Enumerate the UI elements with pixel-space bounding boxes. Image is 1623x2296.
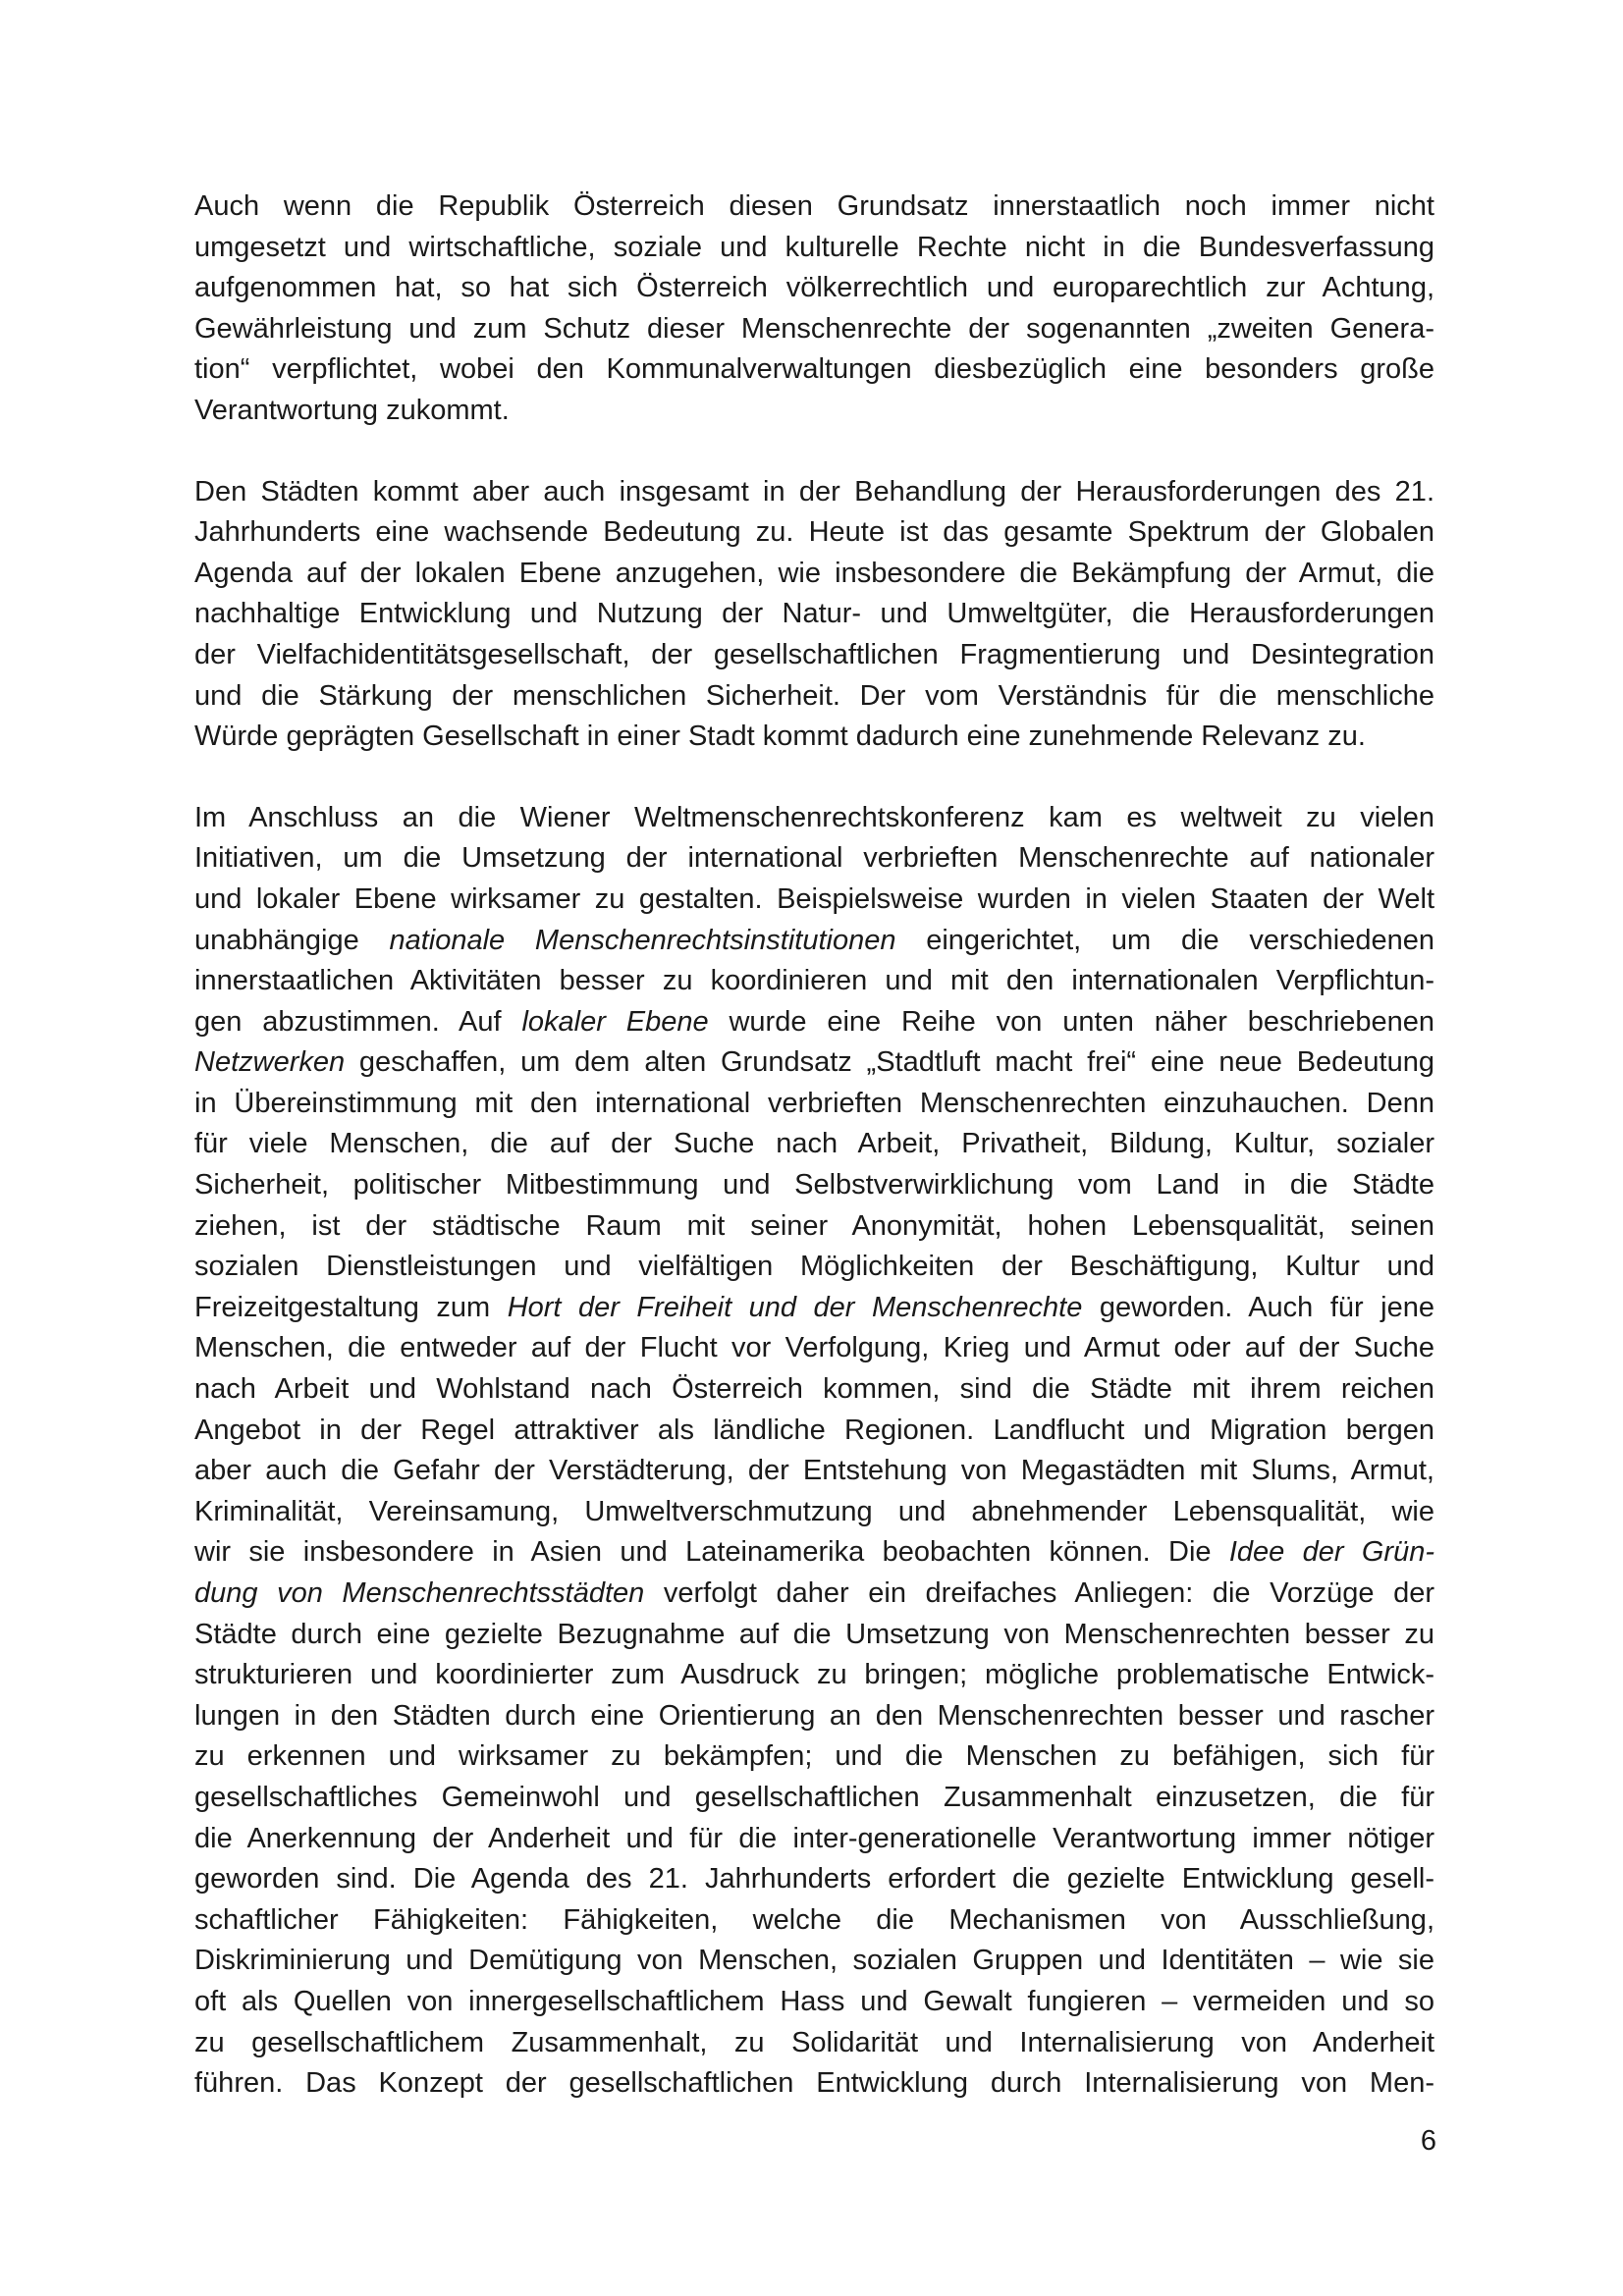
text-run: Jahrhunderts eine wachsende Bedeutung zu. Heute ist das gesamte Spektrum der Globalen xyxy=(194,516,1434,549)
text-line xyxy=(194,1002,1434,1043)
text-run: die Anerkennung der Anderheit und für die inter-generationelle Verantwortung immer nötiger xyxy=(194,1822,1434,1854)
text-run: für viele Menschen, die auf der Suche nach Arbeit, Privatheit, Bildung, Kultur, sozialer xyxy=(194,1128,1434,1160)
text-line xyxy=(194,1615,1434,1656)
text-line xyxy=(194,472,1434,513)
text-run: geschaffen, um dem alten Grundsatz „Stadtluft macht frei“ eine neue Bedeutung xyxy=(345,1046,1434,1079)
text-run: aufgenommen hat, so hat sich Österreich völkerrechtlich und europarechtlich zur Achtung, xyxy=(194,272,1434,304)
text-line xyxy=(194,187,1434,228)
text-line xyxy=(194,309,1434,350)
text-run: ziehen, ist der städtische Raum mit seiner Anonymität, hohen Lebensqualität, seinen xyxy=(194,1209,1434,1242)
text-run: wir sie insbesondere in Asien und Lateinamerika beobachten können. Die xyxy=(194,1536,1229,1569)
text-run: wurde eine Reihe von unten näher beschriebenen xyxy=(708,1005,1435,1038)
text-run: Würde geprägten Gesellschaft in einer Stadt kommt dadurch eine zunehmende Relevanz zu. xyxy=(194,721,1366,753)
text-line xyxy=(194,349,1434,391)
text-run: innerstaatlichen Aktivitäten besser zu koordinieren und mit den internationalen Verpflichtun- xyxy=(194,965,1434,997)
emphasized-text: dung von Menschenrechtsstädten xyxy=(194,1577,645,1609)
text-line xyxy=(194,1900,1434,1942)
text-run: unabhängige xyxy=(194,924,390,956)
text-line xyxy=(194,2063,1434,2105)
emphasized-text: nationale Menschenrechtsinstitutionen xyxy=(389,924,896,956)
text-run: strukturieren und koordinierter zum Ausdruck zu bringen; mögliche problematische Entwick- xyxy=(194,1659,1434,1691)
paragraph xyxy=(194,472,1434,758)
text-line xyxy=(194,512,1434,554)
text-line xyxy=(194,1982,1434,2023)
text-run: gesellschaftliches Gemeinwohl und gesellschaftlichen Zusammenhalt einzusetzen, die für xyxy=(194,1781,1434,1813)
text-run: führen. Das Konzept der gesellschaftlichen Entwicklung durch Internalisierung von Men- xyxy=(194,2067,1434,2100)
text-line xyxy=(194,921,1434,962)
text-run: der Vielfachidentitätsgesellschaft, der gesellschaftlichen Fragmentierung und Desintegration xyxy=(194,638,1434,670)
text-run: oft als Quellen von innergesellschaftlichem Hass und Gewalt fungieren – vermeiden und so xyxy=(194,1985,1434,2017)
text-run: gen abzustimmen. Auf xyxy=(194,1005,522,1038)
text-run: geworden. Auch für jene xyxy=(1082,1291,1434,1323)
text-line xyxy=(194,1084,1434,1125)
text-line xyxy=(194,1369,1434,1411)
text-line xyxy=(194,1451,1434,1492)
emphasized-text: Hort der Freiheit und der Menschenrechte xyxy=(507,1291,1083,1323)
text-line xyxy=(194,1492,1434,1533)
text-line xyxy=(194,391,1434,432)
text-run: Agenda auf der lokalen Ebene anzugehen, wie insbesondere die Bekämpfung der Armut, die xyxy=(194,557,1434,589)
text-run: und die Stärkung der menschlichen Sicherheit. Der vom Verständnis für die menschliche xyxy=(194,679,1434,712)
text-line xyxy=(194,1941,1434,1982)
text-line xyxy=(194,1574,1434,1615)
text-run: aber auch die Gefahr der Verstädterung, der Entstehung von Megastädten mit Slums, Armut, xyxy=(194,1455,1434,1487)
text-line xyxy=(194,1124,1434,1165)
emphasized-text: lokaler Ebene xyxy=(521,1005,709,1038)
text-run: Freizeitgestaltung zum xyxy=(194,1291,508,1323)
emphasized-text: Idee der Grün- xyxy=(1228,1536,1434,1569)
text-line xyxy=(194,961,1434,1002)
text-run: Angebot in der Regel attraktiver als ländliche Regionen. Landflucht und Migration bergen xyxy=(194,1414,1434,1446)
text-line xyxy=(194,228,1434,269)
paragraph xyxy=(194,187,1434,432)
text-line xyxy=(194,838,1434,880)
text-run: Kriminalität, Vereinsamung, Umweltverschmutzung und abnehmender Lebensqualität, wie xyxy=(194,1495,1434,1527)
page-number: 6 xyxy=(1420,2125,1436,2157)
text-line xyxy=(194,1696,1434,1737)
text-line xyxy=(194,635,1434,676)
text-line xyxy=(194,1411,1434,1452)
text-line xyxy=(194,676,1434,718)
text-run: Initiativen, um die Umsetzung der international verbrieften Menschenrechte auf nationaler xyxy=(194,842,1434,875)
text-run: lungen in den Städten durch eine Orientierung an den Menschenrechten besser und rascher xyxy=(194,1699,1434,1732)
text-line xyxy=(194,554,1434,595)
text-line xyxy=(194,1165,1434,1206)
paragraph xyxy=(194,798,1434,2105)
text-line xyxy=(194,1247,1434,1288)
text-line xyxy=(194,1736,1434,1778)
text-run: nachhaltige Entwicklung und Nutzung der Natur- und Umweltgüter, die Herausforderungen xyxy=(194,598,1434,630)
text-run: Städte durch eine gezielte Bezugnahme auf die Umsetzung von Menschenrechten besser zu xyxy=(194,1618,1434,1650)
text-run: zu gesellschaftlichem Zusammenhalt, zu Solidarität und Internalisierung von Anderheit xyxy=(194,2026,1434,2058)
text-line xyxy=(194,594,1434,635)
text-line xyxy=(194,1655,1434,1696)
text-line xyxy=(194,1819,1434,1860)
text-run: schaftlicher Fähigkeiten: Fähigkeiten, welche die Mechanismen von Ausschließung, xyxy=(194,1903,1434,1936)
text-run: Gewährleistung und zum Schutz dieser Menschenrechte der sogenannten „zweiten Genera- xyxy=(194,312,1434,345)
text-run: Diskriminierung und Demütigung von Menschen, sozialen Gruppen und Identitäten – wie sie xyxy=(194,1945,1434,1977)
text-line xyxy=(194,268,1434,309)
text-run: tion“ verpflichtet, wobei den Kommunalverwaltungen diesbezüglich eine besonders große xyxy=(194,353,1434,386)
text-run: umgesetzt und wirtschaftliche, soziale und kulturelle Rechte nicht in die Bundesverfassung xyxy=(194,231,1434,263)
text-line xyxy=(194,2023,1434,2064)
text-line xyxy=(194,798,1434,839)
text-line xyxy=(194,1328,1434,1369)
text-line xyxy=(194,1042,1434,1084)
text-line xyxy=(194,1778,1434,1819)
text-run: Menschen, die entweder auf der Flucht vor Verfolgung, Krieg und Armut oder auf der Suche xyxy=(194,1332,1434,1364)
text-run: Sicherheit, politischer Mitbestimmung und Selbstverwirklichung vom Land in die Städte xyxy=(194,1169,1434,1201)
text-run: Den Städten kommt aber auch insgesamt in der Behandlung der Herausforderungen des 21. xyxy=(194,475,1434,507)
text-line xyxy=(194,1288,1434,1329)
text-run: in Übereinstimmung mit den international verbrieften Menschenrechten einzuhauchen. Denn xyxy=(194,1087,1434,1119)
text-run: nach Arbeit und Wohlstand nach Österreich kommen, sind die Städte mit ihrem reichen xyxy=(194,1373,1434,1406)
text-line xyxy=(194,880,1434,921)
text-line xyxy=(194,1532,1434,1574)
text-run: Verantwortung zukommt. xyxy=(194,394,510,426)
text-run: sozialen Dienstleistungen und vielfältigen Möglichkeiten der Beschäftigung, Kultur und xyxy=(194,1251,1434,1283)
text-line xyxy=(194,717,1434,758)
text-run: und lokaler Ebene wirksamer zu gestalten. Beispielsweise wurden in vielen Staaten der Welt xyxy=(194,882,1434,915)
document-page xyxy=(194,187,1434,2145)
text-run: Auch wenn die Republik Österreich diesen Grundsatz innerstaatlich noch immer nicht xyxy=(194,190,1434,222)
text-line xyxy=(194,1859,1434,1900)
text-run: zu erkennen und wirksamer zu bekämpfen; und die Menschen zu befähigen, sich für xyxy=(194,1740,1434,1773)
text-line xyxy=(194,1206,1434,1248)
emphasized-text: Netzwerken xyxy=(194,1046,346,1079)
text-run: verfolgt daher ein dreifaches Anliegen: die Vorzüge der xyxy=(644,1577,1434,1609)
text-run: eingerichtet, um die verschiedenen xyxy=(895,924,1435,956)
text-run: geworden sind. Die Agenda des 21. Jahrhunderts erfordert die gezielte Entwicklung gesell- xyxy=(194,1863,1434,1896)
text-run: Im Anschluss an die Wiener Weltmenschenrechtskonferenz kam es weltweit zu vielen xyxy=(194,801,1434,833)
